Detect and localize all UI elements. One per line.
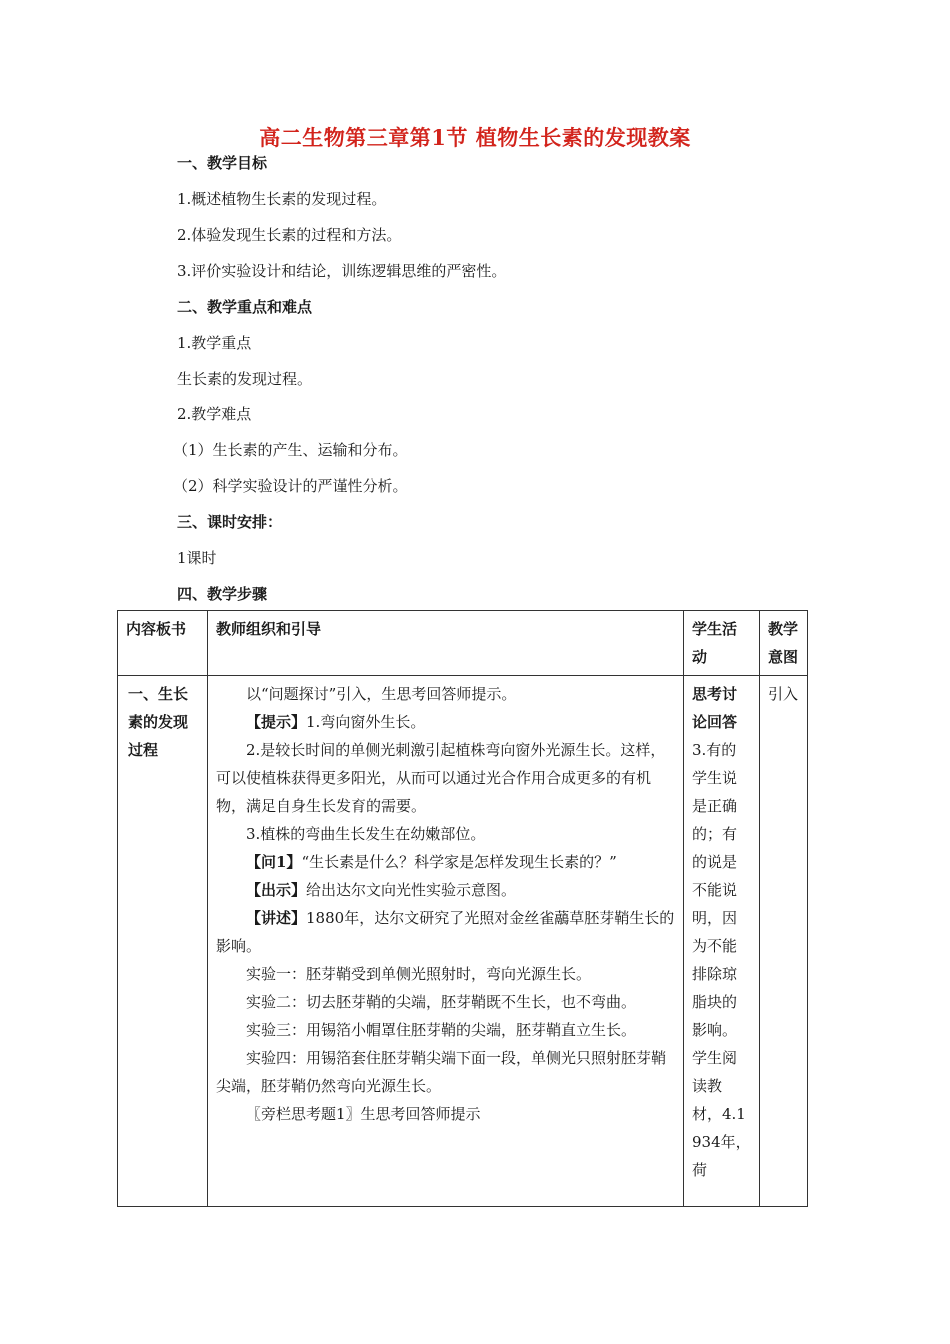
student-activity-label: 思考讨论回答 bbox=[692, 685, 738, 731]
teacher-paragraph: 实验一：胚芽鞘受到单侧光照射时，弯向光源生长。 bbox=[246, 965, 592, 983]
header-student: 学生活动 bbox=[684, 611, 760, 676]
header-teacher: 教师组织和引导 bbox=[208, 611, 684, 676]
tag-label: 【讲述】 bbox=[246, 909, 307, 927]
tag-label: 【问1】 bbox=[246, 853, 302, 871]
section-heading-steps: 四、教学步骤 bbox=[177, 585, 268, 603]
tag-text: 给出达尔文向光性实验示意图。 bbox=[306, 881, 517, 899]
teacher-paragraph: 3.植株的弯曲生长发生在幼嫩部位。 bbox=[246, 825, 486, 843]
tag-label: 【提示】 bbox=[246, 713, 307, 731]
teacher-paragraph: 以“问题探讨”引入，生思考回答师提示。 bbox=[246, 685, 517, 703]
row-student-cell bbox=[684, 676, 760, 1207]
teacher-paragraph bbox=[216, 848, 675, 876]
teacher-paragraph: 〖旁栏思考题1〗生思考回答师提示 bbox=[246, 1105, 481, 1123]
difficulty-label: 2.教学难点 bbox=[177, 405, 252, 423]
teacher-paragraph bbox=[216, 708, 675, 736]
objective-item: 3.评价实验设计和结论，训练逻辑思维的严密性。 bbox=[177, 262, 507, 280]
header-intent: 教学意图 bbox=[760, 611, 808, 676]
teacher-paragraph bbox=[216, 904, 675, 960]
student-activity-text: 3.有的学生说是正确的；有的说是不能说明，因为不能排除琼脂块的影响。学生阅读教材，4.1934年，荷 bbox=[692, 741, 751, 1179]
header-content: 内容板书 bbox=[118, 611, 208, 676]
teacher-paragraph: 实验四：用锡箔套住胚芽鞘尖端下面一段，单侧光只照射胚芽鞘尖端，胚芽鞘仍然弯向光源生长。 bbox=[216, 1049, 667, 1095]
table-row bbox=[118, 676, 808, 1207]
teacher-paragraph bbox=[216, 876, 675, 904]
section-heading-key-points: 二、教学重点和难点 bbox=[177, 298, 313, 316]
row-intent-cell: 引入 bbox=[760, 676, 808, 1207]
difficulty-item: （1）生长素的产生、运输和分布。 bbox=[173, 441, 408, 459]
tag-label: 【出示】 bbox=[246, 881, 307, 899]
section-heading-objectives: 一、教学目标 bbox=[177, 154, 268, 172]
tag-text: 1.弯向窗外生长。 bbox=[306, 713, 426, 731]
teacher-paragraph: 实验二：切去胚芽鞘的尖端，胚芽鞘既不生长，也不弯曲。 bbox=[246, 993, 637, 1011]
schedule-text: 1课时 bbox=[177, 549, 217, 567]
teacher-paragraph: 实验三：用锡箔小帽罩住胚芽鞘的尖端，胚芽鞘直立生长。 bbox=[246, 1021, 637, 1039]
teacher-paragraph: 2.是较长时间的单侧光刺激引起植株弯向窗外光源生长。这样，可以使植株获得更多阳光，从而可以通过光合作用合成更多的有机物，满足自身生长发育的需要。 bbox=[216, 741, 666, 815]
page-title: 高二生物第三章第1节 植物生长素的发现教案 bbox=[259, 125, 691, 150]
row-content-cell: 一、生长素的发现过程 bbox=[118, 676, 208, 1207]
tag-text: 1880年，达尔文研究了光照对金丝雀虉草胚芽鞘生长的影响。 bbox=[216, 909, 675, 955]
key-point-text: 生长素的发现过程。 bbox=[177, 370, 313, 388]
objective-item: 2.体验发现生长素的过程和方法。 bbox=[177, 226, 402, 244]
teaching-steps-table bbox=[117, 610, 808, 1207]
tag-text: “生长素是什么？科学家是怎样发现生长素的？” bbox=[301, 853, 617, 871]
difficulty-item: （2）科学实验设计的严谨性分析。 bbox=[173, 477, 408, 495]
key-point-label: 1.教学重点 bbox=[177, 334, 252, 352]
section-heading-schedule: 三、课时安排： bbox=[177, 513, 283, 531]
objective-item: 1.概述植物生长素的发现过程。 bbox=[177, 190, 387, 208]
table-header-row bbox=[118, 611, 808, 676]
row-teacher-cell bbox=[208, 676, 684, 1207]
